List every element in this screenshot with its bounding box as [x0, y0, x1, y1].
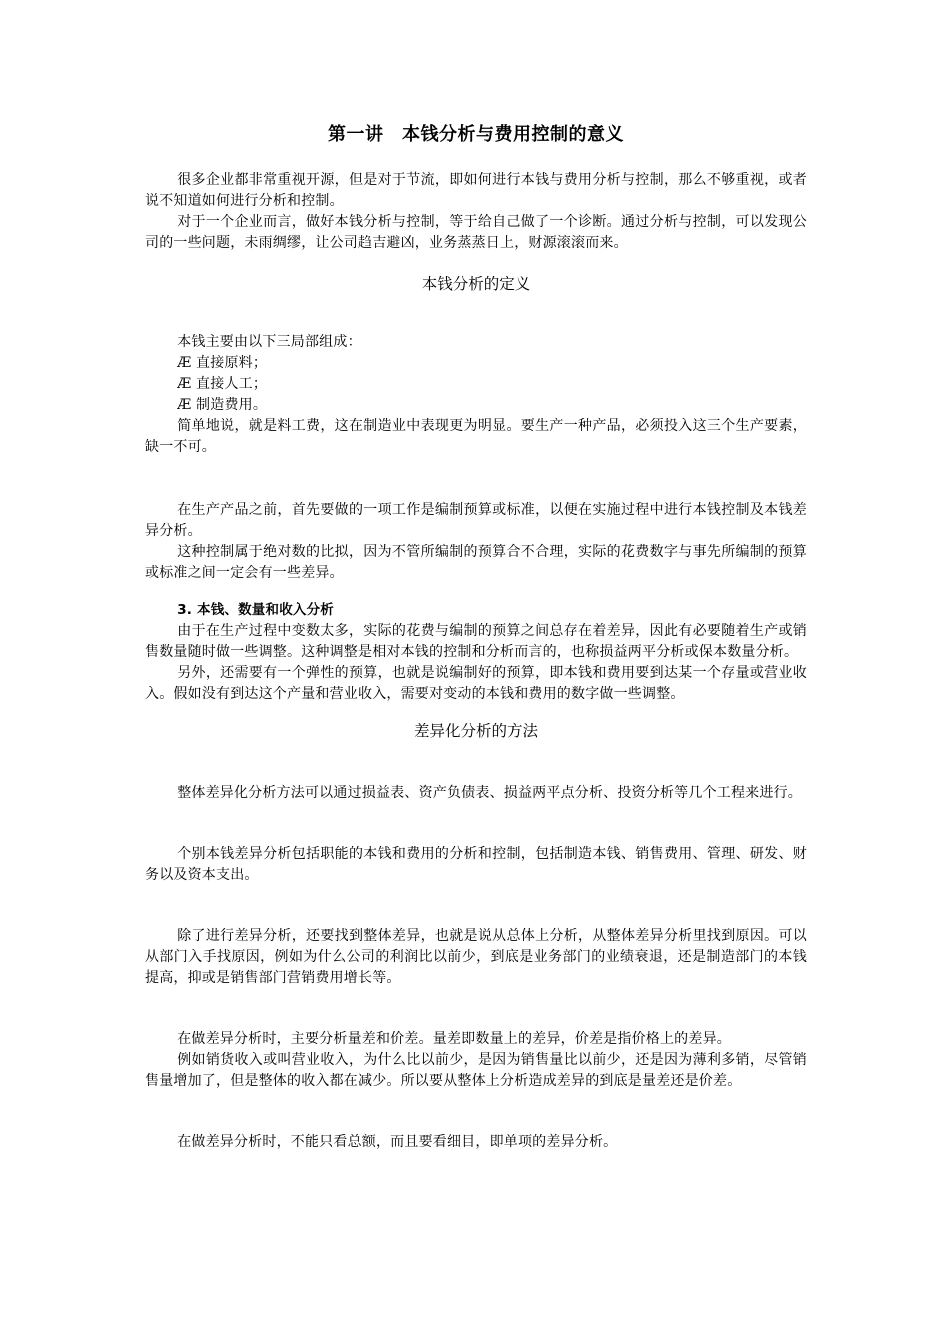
section-heading-cost-definition: 本钱分析的定义 — [421, 275, 531, 293]
document-title: 第一讲 本钱分析与费用控制的意义 — [328, 124, 624, 145]
section-heading-variance-methods: 差异化分析的方法 — [413, 722, 538, 740]
bullet-item-manufacturing-overhead: Æ 制造费用。 — [177, 397, 268, 413]
paragraph-sales-revenue-example: 例如销货收入或叫营业收入，为什么比以前少，是因为销售量比以前少，还是因为薄利多销，尽管销售量增加了，但是整体的收入都在减少。所以要从整体上分析造成差异的到底是量差还是价差。 — [145, 1052, 807, 1089]
paragraph-find-causes: 除了进行差异分析，还要找到整体差异，也就是说从总体上分析，从整体差异分析里找到原因。可以从部门入手找原因，例如为什么公司的利润比以前少，到底是业务部门的业绩衰退，还是制造部门的本钱提高，抑或是销售部门营销费用增长等。 — [145, 928, 807, 986]
subheading-cost-volume-revenue — [145, 600, 807, 621]
paragraph-flexible-budget: 另外，还需要有一个弹性的预算，也就是说编制好的预算，即本钱和费用要到达某一个存量或营业收入。假如没有到达这个产量和营业收入，需要对变动的本钱和费用的数字做一些调整。 — [145, 665, 807, 702]
bullet-item-direct-labor: Æ 直接人工； — [177, 376, 268, 392]
paragraph-material-labor-overhead: 简单地说，就是料工费，这在制造业中表现更为明显。要生产一种产品，必须投入这三个生产要素，缺一不可。 — [145, 418, 807, 455]
paragraph-breakeven-analysis: 由于在生产过程中变数太多，实际的花费与编制的预算之间总存在着差异，因此有必要随着生产或销售数量随时做一些调整。这种调整是相对本钱的控制和分析而言的，也称损益两平分析或保本数量分析。 — [145, 623, 807, 660]
intro-paragraph-2: 对于一个企业而言，做好本钱分析与控制，等于给自己做了一个诊断。通过分析与控制，可以发现公司的一些问题，未雨绸缪，让公司趋吉避凶，业务蒸蒸日上，财源滚滚而来。 — [145, 214, 807, 251]
document-page — [145, 120, 807, 1153]
paragraph-overall-variance: 整体差异化分析方法可以通过损益表、资产负债表、损益两平点分析、投资分析等几个工程来进行。 — [177, 785, 802, 801]
paragraph-detail-variance: 在做差异分析时，不能只看总额，而且要看细目，即单项的差异分析。 — [177, 1134, 618, 1150]
paragraph-budget-preparation: 在生产产品之前，首先要做的一项工作是编制预算或标准，以便在实施过程中进行本钱控制及本钱差异分析。 — [145, 502, 807, 539]
paragraph-absolute-comparison: 这种控制属于绝对数的比拟，因为不管所编制的预算合不合理，实际的花费数字与事先所编制的预算或标准之间一定会有一些差异。 — [145, 544, 807, 581]
paragraph-individual-variance: 个别本钱差异分析包括职能的本钱和费用的分析和控制，包括制造本钱、销售费用、管理、研发、财务以及资本支出。 — [145, 846, 807, 883]
bullet-item-direct-materials: Æ 直接原料； — [177, 355, 268, 371]
cost-composition-lead: 本钱主要由以下三局部组成： — [177, 334, 362, 350]
intro-paragraph-1: 很多企业都非常重视开源，但是对于节流，即如何进行本钱与费用分析与控制，那么不够重视，或者说不知道如何进行分析和控制。 — [145, 172, 807, 209]
paragraph-quantity-price-variance: 在做差异分析时，主要分析量差和价差。量差即数量上的差异，价差是指价格上的差异。 — [177, 1031, 731, 1047]
subheading-text: 3. 本钱、数量和收入分析 — [177, 602, 335, 618]
